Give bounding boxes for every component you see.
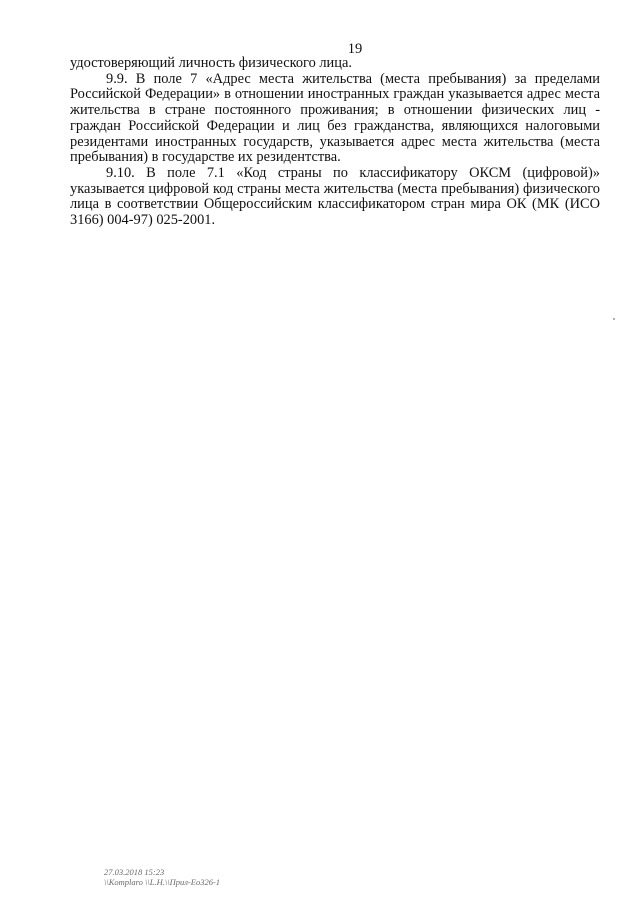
page-number: 19 (347, 41, 363, 57)
paragraph-9-10: 9.10. В поле 7.1 «Код страны по классификатору ОКСМ (цифровой)» указывается цифровой код страны места жительства (места пребывания) физического лица в соответствии Общероссийским классификатором стран мира ОК (МК (ИСО 3166) 004-97) 025-2001. (70, 164, 600, 229)
paragraph-continuation: удостоверяющий личность физического лица. (70, 55, 352, 71)
footer-timestamp: 27.03.2018 15:23 (104, 867, 165, 877)
footer-file-path: \\Komplaro \\L.Н.\\Прил-Ео326-1 (104, 877, 221, 887)
paragraph-9-9: 9.9. В поле 7 «Адрес места жительства (места пребывания) за пределами Российской Федерации» в отношении иностранных граждан указывается адрес места жительства в стране постоянного проживания; в отношении физических лиц - граждан Российской Федерации и лиц без гражданства, являющихся налоговыми резидентами иностранных государств, указывается адрес места жительства (места пребывания) в государстве их резидентства. (70, 70, 600, 166)
document-body (70, 56, 600, 229)
scan-speck (613, 318, 615, 320)
footer-stamp (104, 867, 220, 887)
